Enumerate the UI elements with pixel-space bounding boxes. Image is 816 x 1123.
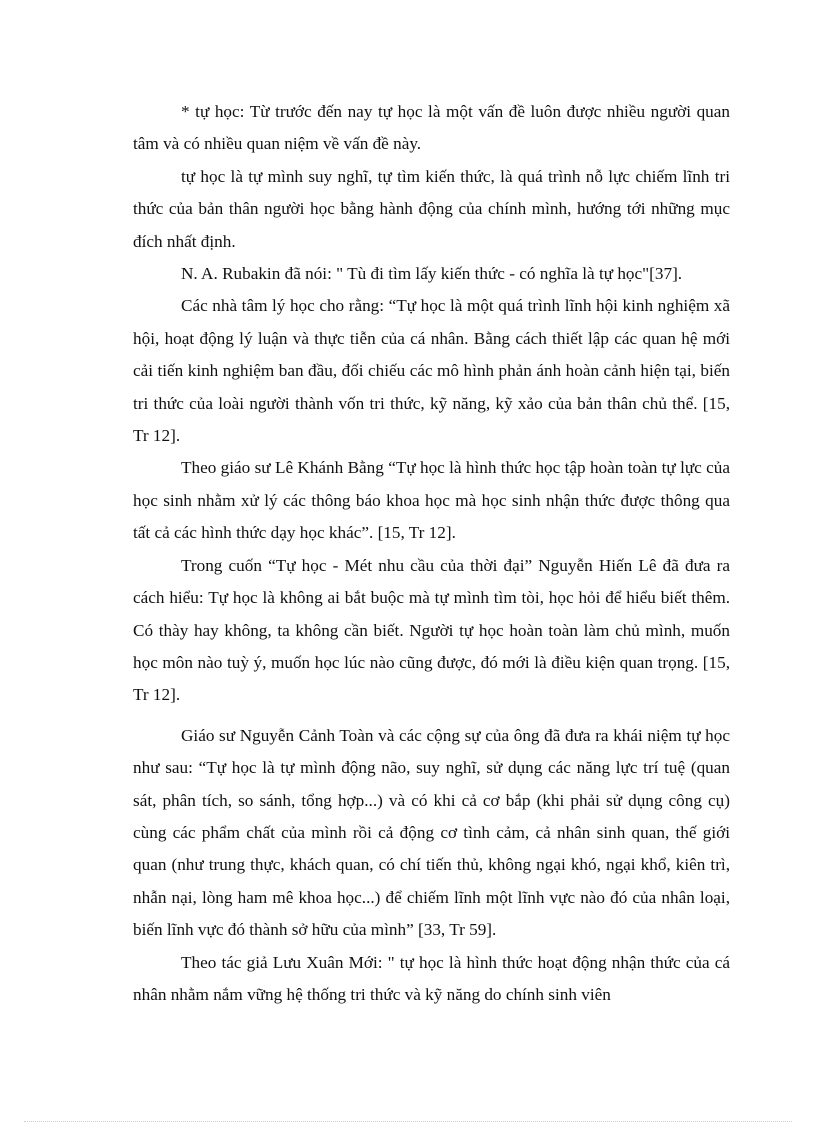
paragraph-nguyen-hien-le: Trong cuốn “Tự học - Mét nhu cầu của thời đại” Nguyễn Hiến Lê đã đưa ra cách hiểu: Tự học là không ai bắt buộc mà tự mình tìm tòi, học hỏi để hiểu biết thêm. Có thày hay không, ta không cần biết. Người tự học hoàn toàn làm chủ mình, muốn học môn nào tuỳ ý, muốn học lúc nào cũng được, đó mới là điều kiện quan trọng. [15, Tr 12]. [133, 555, 730, 705]
paragraph-rubakin-quote: N. A. Rubakin đã nói: " Tù đi tìm lấy kiến thức - có nghĩa là tự học"[37]. [181, 264, 683, 284]
document-page [133, 96, 730, 1011]
paragraph-luu-xuan-moi: Theo tác giả Lưu Xuân Mới: " tự học là hình thức hoạt động nhận thức của cá nhân nhằm nắm vững hệ thống tri thức và kỹ năng do chính sinh viên [133, 952, 730, 1004]
paragraph-nguyen-canh-toan: Giáo sư Nguyễn Cảnh Toàn và các cộng sự của ông đã đưa ra khái niệm tự học như sau: “Tự học là tự mình động não, suy nghĩ, sử dụng các năng lực trí tuệ (quan sát, phân tích, so sánh, tổng hợp...) và có khi cả cơ bắp (khi phải sử dụng công cụ) cùng các phẩm chất của mình rồi cả động cơ tình cảm, cả nhân sinh quan, thế giới quan (như trung thực, khách quan, có chí tiến thủ, không ngại khó, ngại khổ, kiên trì, nhẫn nại, lòng ham mê khoa học...) để chiếm lĩnh một lĩnh vực nào đó của nhân loại, biến lĩnh vực đó thành sở hữu của mình” [33, Tr 59]. [133, 725, 730, 940]
paragraph-self-study-definition: tự học là tự mình suy nghĩ, tự tìm kiến thức, là quá trình nỗ lực chiếm lĩnh tri thức của bản thân người học bằng hành động của chính mình, hướng tới những mục đích nhất định. [133, 166, 730, 251]
page-bottom-divider [24, 1121, 792, 1122]
paragraph-le-khanh-bang: Theo giáo sư Lê Khánh Bằng “Tự học là hình thức học tập hoàn toàn tự lực của học sinh nhằm xử lý các thông báo khoa học mà học sinh nhận thức được thông qua tất cả các hình thức dạy học khác”. [15, Tr 12]. [133, 458, 730, 543]
paragraph-psychologists-view: Các nhà tâm lý học cho rằng: “Tự học là một quá trình lĩnh hội kinh nghiệm xã hội, hoạt động lý luận và thực tiễn của cá nhân. Bằng cách thiết lập các quan hệ mới cải tiến kinh nghiệm ban đầu, đối chiếu các mô hình phản ánh hoàn cảnh hiện tại, biến tri thức của loài người thành vốn tri thức, kỹ năng, kỹ xảo của bản thân chủ thể. [15, Tr 12]. [133, 296, 730, 446]
paragraph-self-study-intro: * tự học: Từ trước đến nay tự học là một vấn đề luôn được nhiều người quan tâm và có nhiều quan niệm về vấn đề này. [133, 102, 730, 154]
